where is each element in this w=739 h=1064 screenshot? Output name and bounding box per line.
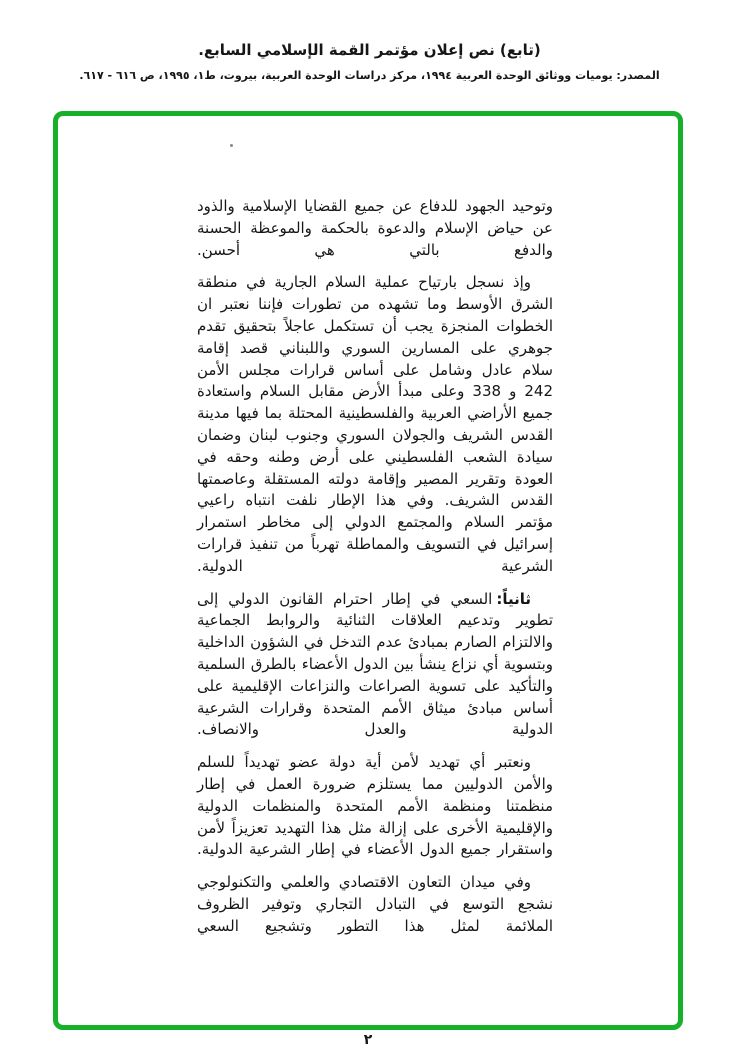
paragraph-economic-cooperation: وفي ميدان التعاون الاقتصادي والعلمي والتكنولوجي نشجع التوسع في التبادل التجاري وتوفير الظروف الملائمة لمثل هذا التطور وتشجيع السعي (197, 873, 553, 935)
green-content-box (53, 111, 683, 1030)
paragraph-lead-label: ثانياً: (496, 589, 531, 608)
paragraph-second-clause (197, 589, 553, 742)
page-number: ٢ (363, 1032, 373, 1048)
paragraph-security-threat: ونعتبر أي تهديد لأمن أية دولة عضو تهديداً للسلم والأمن الدوليين مما يستلزم ضرورة العمل في إطار منظمتنا ومنظمة الأمم المتحدة والمنظمات الدولية والإقليمية الأخرى على إزالة مثل هذا التهديد تعزيزاً لأمن واستقرار جميع الدول الأعضاء في إطار الشرعية الدولية. (197, 753, 553, 859)
paragraph-continuation: وتوحيد الجهود للدفاع عن جميع القضايا الإسلامية والذود عن حياض الإسلام والدعوة بالحكمة والموعظة الحسنة والدفع بالتي هي أحسن. (197, 197, 553, 259)
body-text-column (197, 196, 553, 949)
paragraph-second-clause-text: السعي في إطار احترام القانون الدولي إلى تطوير وتدعيم العلاقات الثنائية والروابط الجماعية والالتزام الصارم بمبادئ عدم التدخل في الشؤون الداخلية وبتسوية أي نزاع ينشأ بين الدول الأعضاء بالطرق السلمية والتأكيد على تسوية الصراعات والنزاعات الإقليمية على أساس مبادئ ميثاق الأمم المتحدة وقرارات الشرعية الدولية والعدل والانصاف. (197, 589, 553, 739)
document-title: (تابع) نص إعلان مؤتمر القمة الإسلامي السابع. (198, 41, 541, 59)
stray-ink-dot (230, 144, 233, 147)
document-source-line: المصدر: يوميات ووثائق الوحدة العربية ١٩٩٤، مركز دراسات الوحدة العربية، بيروت، ط١، ١٩٩٥، ص ٦١٦ - ٦١٧. (79, 69, 660, 82)
paragraph-peace-process: وإذ نسجل بارتياح عملية السلام الجارية في منطقة الشرق الأوسط وما تشهده من تطورات فإننا نعتبر ان الخطوات المنجزة يجب أن تستكمل عاجلاً بتحقيق تقدم جوهري على المسارين السوري واللبناني قصد إقامة سلام عادل وشامل على أساس قرارات مجلس الأمن 242 و 338 وعلى مبدأ الأرض مقابل السلام واستعادة جميع الأراضي العربية والفلسطينية المحتلة بما فيها مدينة القدس الشريف والجولان السوري وجنوب لبنان وضمان سيادة الشعب الفلسطيني على أرض وطنه وحقه في العودة وتقرير المصير وإقامة دولته المستقلة وعاصمتها القدس الشريف. وفي هذا الإطار نلفت انتباه راعيي مؤتمر السلام والمجتمع الدولي إلى مخاطر استمرار إسرائيل في التسويف والمماطلة تهرباً من تنفيذ قرارات الشرعية الدولية. (197, 273, 553, 575)
